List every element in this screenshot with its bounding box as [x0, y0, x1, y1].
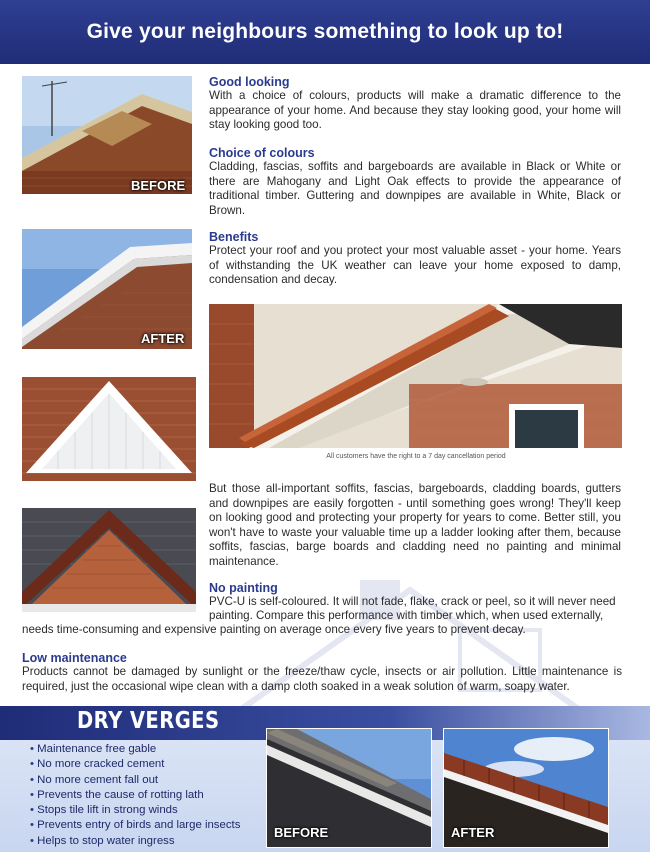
low-maintenance-heading: Low maintenance [22, 651, 127, 665]
no-painting-text-line1: PVC-U is self-coloured. It will not fade, flake, crack or peel, so it will never need [209, 595, 616, 608]
benefits-text: Protect your roof and you protect your most valuable asset - your home. Years of withstanding the UK weather can leave your home exposed to damp, condensation and decay. [209, 244, 621, 286]
header-banner [0, 0, 650, 64]
dry-verges-list [30, 742, 240, 849]
page-title: Give your neighbours something to look up to! [86, 20, 564, 43]
list-item: • No more cement fall out [30, 773, 240, 788]
before-label: BEFORE [131, 178, 186, 193]
benefits-heading: Benefits [209, 230, 259, 244]
good-looking-text: With a choice of colours, products will make a dramatic difference to the appearance of your home. And because they stay looking good, your home will stay looking good too. [209, 89, 621, 131]
list-item: • No more cracked cement [30, 757, 240, 772]
no-painting-text-line2: painting. Compare this performance with timber which, when used externally, [209, 609, 604, 622]
after-label: AFTER [141, 331, 185, 346]
good-looking-heading: Good looking [209, 75, 290, 89]
low-maintenance-text: Products cannot be damaged by sunlight or the freeze/thaw cycle, insects or air pollution. Little maintenance is required, just the occasional wipe clean with a damp cloth soaked in a weak solution of warm, soapy water. [22, 665, 622, 693]
list-item: • Prevents entry of birds and large insects [30, 818, 240, 833]
before-roof-photo [22, 76, 192, 194]
dry-verges-heading: DRY VERGES [77, 708, 220, 734]
list-item: • Helps to stop water ingress [30, 834, 240, 849]
soffits-fascias-text: But those all-important soffits, fascias, bargeboards, cladding boards, gutters and downpipes are easily forgotten - until something goes wrong! They'll keep on looking good and protecting your property for years to come. Better still, you won't have to waste your valuable time up a ladder looking after them, because soffits, fascias, barge boards and cladding need no painting and minimal maintenance. [209, 482, 621, 568]
list-item: • Stops tile lift in strong winds [30, 803, 240, 818]
dry-verge-before-label: BEFORE [274, 825, 329, 840]
list-item: • Prevents the cause of rotting lath [30, 788, 240, 803]
gutter-soffit-photo [209, 304, 622, 448]
gable-roof-photo [22, 508, 196, 612]
cancellation-caption: All customers have the right to a 7 day cancellation period [326, 453, 506, 460]
choice-of-colours-text: Cladding, fascias, soffits and bargeboards are available in Black or White or there are Mahogany and Light Oak effects to provide the appearance of traditional timber. Guttering and downpipes are available in White, Black or Brown. [209, 160, 621, 217]
no-painting-text-line3: needs time-consuming and expensive painting on average once every five years to prevent decay. [22, 623, 526, 636]
choice-of-colours-heading: Choice of colours [209, 146, 315, 160]
no-painting-heading: No painting [209, 581, 278, 595]
gable-photo [22, 377, 196, 481]
list-item: • Maintenance free gable [30, 742, 240, 757]
dry-verge-after-label: AFTER [451, 825, 495, 840]
